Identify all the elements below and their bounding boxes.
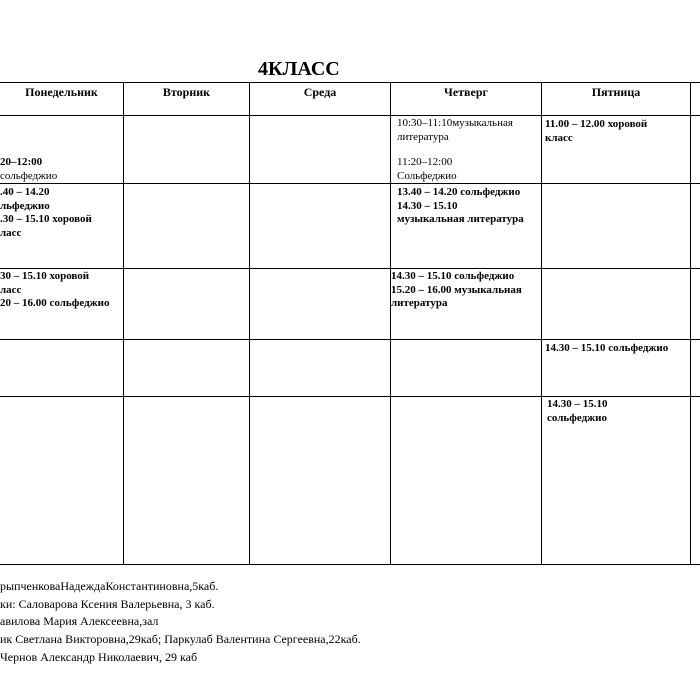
lesson-line: 11:20–12:00 xyxy=(397,156,453,168)
table-border-top xyxy=(0,82,700,83)
lesson-line: класс xyxy=(545,131,573,144)
teacher-line: Чернов Александр Николаевич, 29 каб xyxy=(0,649,198,664)
lesson-line: 10:30–11:10музыкальная xyxy=(397,117,513,129)
row-divider xyxy=(0,339,700,340)
lesson-line: льфеджио xyxy=(0,199,50,212)
lesson-subject: сольфеджио xyxy=(0,169,58,182)
cell-thursday-row1 xyxy=(397,117,540,183)
column-divider xyxy=(249,82,250,565)
lesson-line: ласс xyxy=(0,226,22,239)
lesson-line: 14.30 – 15.10 сольфеджио xyxy=(545,342,669,354)
cell-friday-row1 xyxy=(545,118,689,145)
teacher-line: ик Светлана Викторовна,29каб; Паркулаб Валентина Сергеевна,22каб. xyxy=(0,632,361,647)
lesson-line: 13.40 – 14.20 сольфеджио xyxy=(397,186,521,198)
lesson-line: литература xyxy=(391,297,448,309)
row-divider xyxy=(0,183,700,184)
teacher-line: ки: Саловарова Ксения Валерьевна, 3 каб. xyxy=(0,596,215,611)
lesson-time: 20–12:00 xyxy=(0,156,43,168)
lesson-line: 20 – 16.00 сольфеджио xyxy=(0,297,110,309)
cell-friday-row4 xyxy=(545,342,689,356)
column-divider xyxy=(690,82,691,565)
row-divider xyxy=(0,268,700,269)
row-divider xyxy=(0,396,700,397)
lesson-line: музыкальная литература xyxy=(397,213,524,225)
column-divider xyxy=(390,82,391,565)
lesson-line: литература xyxy=(397,130,449,143)
lesson-line: сольфеджио xyxy=(547,411,607,424)
lesson-line: .40 – 14.20 xyxy=(0,186,50,198)
lesson-line: 14.30 – 15.10 xyxy=(397,199,458,212)
lesson-line: ласс xyxy=(0,283,22,296)
header-row-divider xyxy=(0,115,700,116)
column-divider xyxy=(123,82,124,565)
day-header-wednesday: Среда xyxy=(303,85,337,99)
cell-thursday-row2 xyxy=(397,186,540,227)
lesson-line: Сольфеджио xyxy=(397,169,457,182)
lesson-line: 14.30 – 15.10 xyxy=(547,398,608,410)
lesson-line: 15.20 – 16.00 музыкальная xyxy=(391,283,522,296)
lesson-line: 11.00 – 12.00 хоровой xyxy=(545,118,648,130)
day-header-friday: Пятница xyxy=(591,85,641,99)
cell-monday-row2 xyxy=(0,186,122,240)
cell-friday-row5 xyxy=(547,398,689,425)
day-header-monday: Понедельник xyxy=(25,85,98,99)
table-border-bottom xyxy=(0,564,700,565)
cell-monday-row1 xyxy=(0,156,122,183)
lesson-line: 14.30 – 15.10 сольфеджио xyxy=(391,270,515,282)
day-header-thursday: Четверг xyxy=(444,85,488,99)
cell-monday-row3 xyxy=(0,270,122,311)
teacher-line: авилова Мария Алексеевна,зал xyxy=(0,614,159,629)
teacher-line: рыпченковаНадеждаКонстантиновна,5каб. xyxy=(0,579,219,593)
column-divider xyxy=(541,82,542,565)
day-header-tuesday: Вторник xyxy=(162,85,211,99)
lesson-line: .30 – 15.10 хоровой xyxy=(0,213,92,225)
teachers-list xyxy=(0,578,361,667)
page-title: 4КЛАСС xyxy=(258,58,340,80)
cell-thursday-row3 xyxy=(391,270,540,311)
lesson-line: 30 – 15.10 хоровой xyxy=(0,270,90,282)
